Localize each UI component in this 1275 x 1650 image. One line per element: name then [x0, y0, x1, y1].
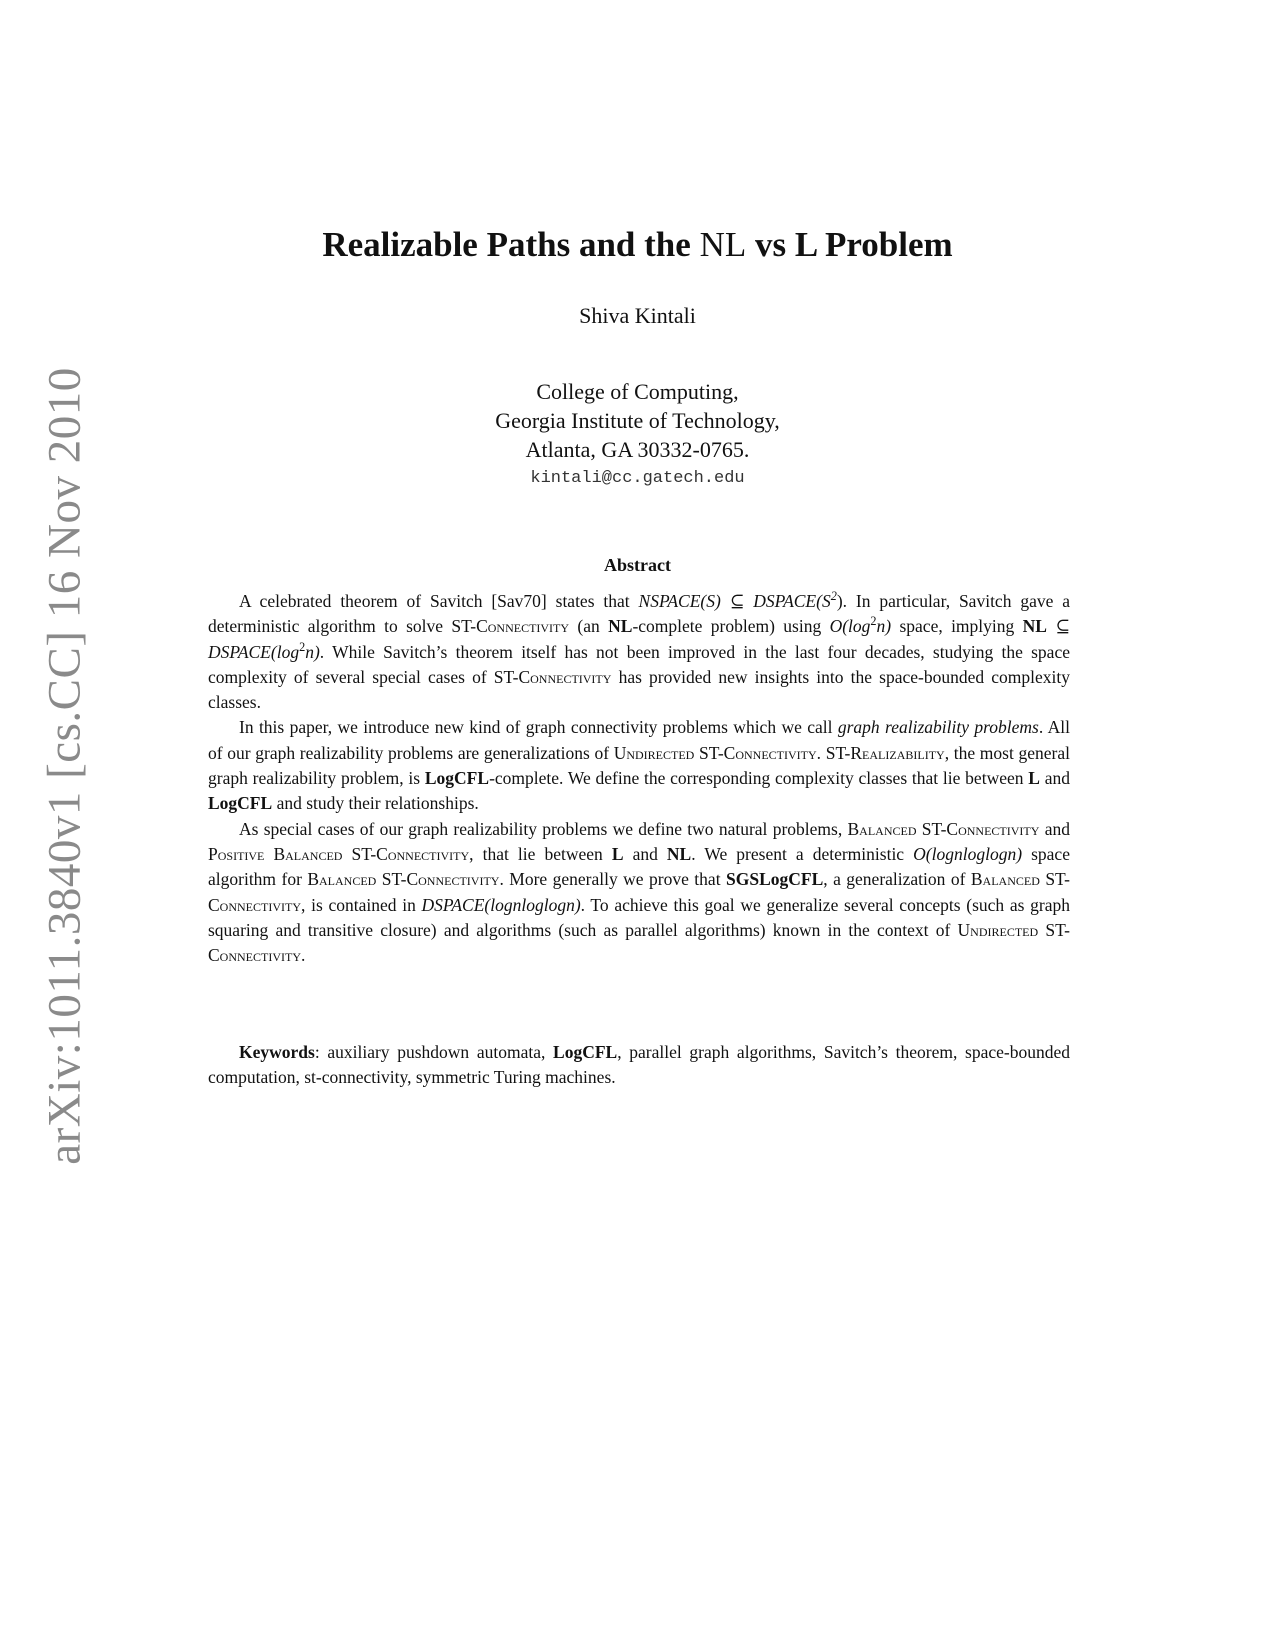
abstract-paragraph-3: As special cases of our graph realizability problems we define two natural problems, Balanced ST-Connectivity and Positive Balanced ST-Connectivity, that lie between L and NL. We present a deterministic O(lognloglogn) space algorithm for Balanced ST-Connectivity. More generally we prove that SGSLogCFL, a generalization of Balanced ST-Connectivity, is contained in DSPACE(lognloglogn). To achieve this goal we generalize several concepts (such as graph squaring and transitive closure) and algorithms (such as parallel algorithms) known in the context of Undirected ST-Connectivity.	[208, 818, 1071, 966]
abstract-body	[208, 589, 1070, 968]
affiliation-line-2: Georgia Institute of Technology,	[495, 408, 780, 433]
author-email[interactable]: kintali@cc.gatech.edu	[530, 469, 745, 488]
author-name: Shiva Kintali	[579, 303, 696, 328]
affiliation	[0, 377, 1275, 493]
title-part-1: Realizable Paths and the	[322, 225, 700, 264]
keywords-paragraph: Keywords: auxiliary pushdown automata, LogCFL, parallel graph algorithms, Savitch’s theorem, space-bounded computation, st-connectivity, symmetric Turing machines.	[208, 1042, 1071, 1088]
paper-title	[0, 225, 1275, 265]
abstract-heading: Abstract	[604, 555, 671, 575]
abstract-paragraph-2: In this paper, we introduce new kind of graph connectivity problems which we call graph realizability problems. All of our graph realizability problems are generalizations of Undirected ST-Connectivity. ST-Realizability, the most general graph realizability problem, is LogCFL-complete. We define the corresponding complexity classes that lie between L and LogCFL and study their relationships.	[208, 717, 1071, 814]
affiliation-line-3: Atlanta, GA 30332-0765.	[525, 437, 750, 462]
title-part-2: vs L Problem	[746, 225, 953, 264]
abstract-paragraph-1: A celebrated theorem of Savitch [Sav70] states that NSPACE(S) ⊆ $DSPACE(S^2)$. In particular, Savitch gave a deterministic algorithm to solve ST-Connectivity (an NL-complete problem) using $O(\log^2n)$ space, implying NL ⊆ $DSPACE(\log^2n)$. While Savitch’s theorem itself has not been improved in the last four decades, studying the space complexity of several special cases of ST-Connectivity has provided new insights into the space-bounded complexity classes.	[208, 589, 1070, 713]
arxiv-sidebar-stamp	[15, 367, 115, 1165]
arxiv-identifier: arXiv:1011.3840v1 [cs.CC] 16 Nov 2010	[39, 367, 92, 1165]
keywords-section	[208, 1040, 1070, 1091]
affiliation-line-1: College of Computing,	[536, 379, 739, 404]
keywords-label: Keywords	[239, 1042, 315, 1062]
title-nl: NL	[699, 225, 747, 264]
